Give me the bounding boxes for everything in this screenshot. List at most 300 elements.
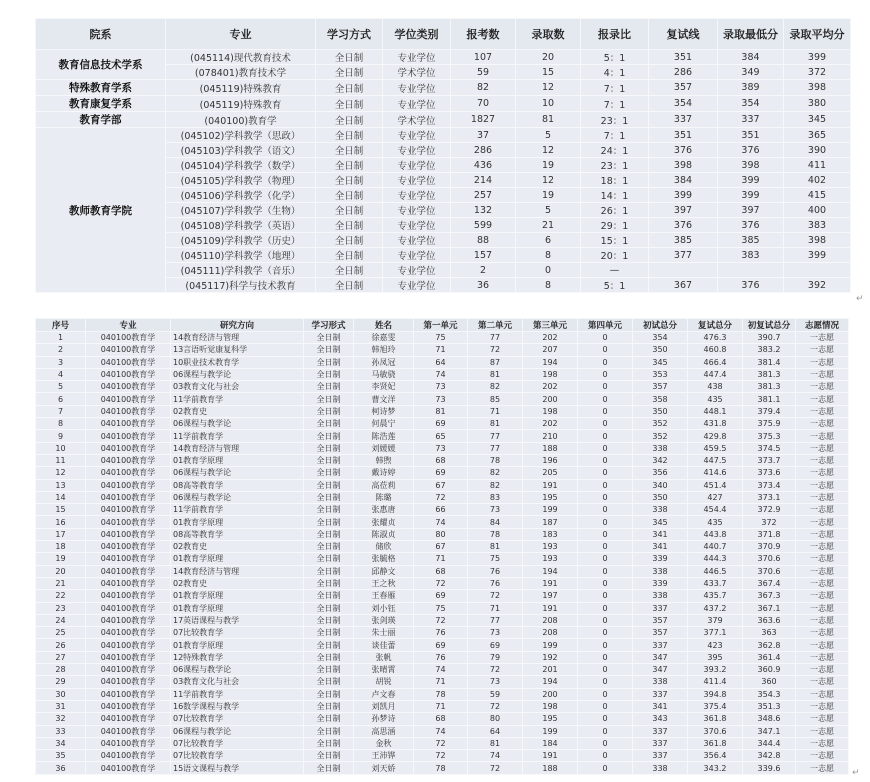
table-cell: 82 — [451, 80, 516, 96]
table-cell: 23 — [36, 602, 86, 614]
table-row — [36, 651, 849, 663]
table-cell: 13 — [36, 479, 86, 491]
table-cell: 一志愿 — [796, 442, 849, 454]
table-cell: 466.4 — [688, 356, 743, 368]
table-cell: 377 — [649, 248, 718, 263]
table-cell: 全日制 — [316, 173, 383, 188]
table-cell: 李贤妃 — [354, 381, 414, 393]
table-cell: 342.8 — [743, 750, 796, 762]
table-cell: 81 — [516, 112, 581, 128]
table-cell: 70 — [451, 96, 516, 112]
table-cell: 一志愿 — [796, 344, 849, 356]
table-cell: 01教育学原理 — [171, 516, 304, 528]
column-header: 录取平均分 — [784, 19, 851, 50]
table-cell: 全日制 — [304, 467, 354, 479]
table-cell: 82 — [468, 467, 523, 479]
table-cell: 马敏骁 — [354, 368, 414, 380]
table-cell: 71 — [468, 602, 523, 614]
table-cell: 191 — [523, 602, 578, 614]
table-cell: (045104)学科教学（数学） — [166, 158, 316, 173]
table-cell: 0 — [578, 553, 633, 565]
table-cell: 347 — [633, 651, 688, 663]
table-cell: 372 — [743, 516, 796, 528]
table-cell: 81 — [468, 541, 523, 553]
table-cell: 384 — [718, 50, 784, 65]
table-cell: 352 — [633, 418, 688, 430]
table-cell: 全日制 — [304, 700, 354, 712]
table-cell: 393.2 — [688, 664, 743, 676]
table-cell: 一志愿 — [796, 565, 849, 577]
table-cell: 338 — [633, 590, 688, 602]
column-header: 专业 — [166, 19, 316, 50]
table-cell: 0 — [578, 713, 633, 725]
table-cell: 4：1 — [581, 65, 649, 80]
table-cell: 361.8 — [688, 737, 743, 749]
table-cell: 345 — [633, 356, 688, 368]
table-cell: 2 — [451, 263, 516, 278]
table-cell: 040100教育学 — [86, 491, 171, 503]
table-cell: 040100教育学 — [86, 565, 171, 577]
table-cell: (078401)教育技术学 — [166, 65, 316, 80]
table-cell: 337 — [633, 725, 688, 737]
table-cell: 01教育学原理 — [171, 639, 304, 651]
table-cell: 360 — [743, 676, 796, 688]
table-cell: 10 — [36, 442, 86, 454]
table-cell: 82 — [468, 381, 523, 393]
table-cell: 040100教育学 — [86, 504, 171, 516]
table-cell: 72 — [414, 491, 468, 503]
table-cell: 71 — [468, 405, 523, 417]
table-cell: 0 — [578, 737, 633, 749]
table-cell: 376 — [649, 218, 718, 233]
table-cell: 全日制 — [316, 158, 383, 173]
table-cell: 451.4 — [688, 479, 743, 491]
table-cell: 194 — [523, 676, 578, 688]
table-cell: 专业学位 — [383, 263, 451, 278]
column-header: 录取最低分 — [718, 19, 784, 50]
table-cell: 79 — [468, 651, 523, 663]
table-cell: 107 — [451, 50, 516, 65]
table-cell: 362.8 — [743, 639, 796, 651]
table-cell: 85 — [468, 393, 523, 405]
table-cell: 16 — [36, 516, 86, 528]
table-cell: 全日制 — [316, 65, 383, 80]
table-cell: 349 — [718, 65, 784, 80]
table-cell: 371.8 — [743, 528, 796, 540]
table-cell: 王沛铧 — [354, 750, 414, 762]
table-cell: 2 — [36, 344, 86, 356]
table-cell: 32 — [36, 713, 86, 725]
table-cell: 202 — [523, 332, 578, 344]
table-cell: 06课程与教学论 — [171, 368, 304, 380]
table-cell: 11学前教育学 — [171, 393, 304, 405]
table-cell: 040100教育学 — [86, 516, 171, 528]
table-row — [36, 96, 851, 112]
table-cell: 192 — [523, 651, 578, 663]
table-cell: 201 — [523, 664, 578, 676]
table-cell: 040100教育学 — [86, 356, 171, 368]
table-cell: 12特殊教育学 — [171, 651, 304, 663]
table-cell: 0 — [578, 590, 633, 602]
table-cell: 5 — [36, 381, 86, 393]
table-cell: 345 — [784, 112, 851, 128]
column-header: 学习形式 — [304, 319, 354, 332]
table-cell: 437.2 — [688, 602, 743, 614]
table-cell: 全日制 — [316, 233, 383, 248]
table-cell: 367.1 — [743, 602, 796, 614]
table-cell: 73 — [414, 381, 468, 393]
table-cell: 全日制 — [304, 491, 354, 503]
table-cell: 337 — [633, 750, 688, 762]
table-row — [36, 664, 849, 676]
table-cell: 3 — [36, 356, 86, 368]
table-cell: 胡锐 — [354, 676, 414, 688]
table-cell: 361.4 — [743, 651, 796, 663]
column-header: 录取数 — [516, 19, 581, 50]
table-cell: 398 — [718, 158, 784, 173]
table-cell: 337 — [649, 112, 718, 128]
table-cell: 443.8 — [688, 528, 743, 540]
table-cell: 383 — [784, 218, 851, 233]
table-cell: 韩煦 — [354, 454, 414, 466]
table-cell: 一志愿 — [796, 393, 849, 405]
table-cell: 399 — [649, 188, 718, 203]
table-cell: 202 — [523, 381, 578, 393]
column-header: 第二单元 — [468, 319, 523, 332]
table-cell: 17 — [36, 528, 86, 540]
table-cell: 30 — [36, 688, 86, 700]
table-cell: 370.6 — [743, 553, 796, 565]
table-cell: 460.8 — [688, 344, 743, 356]
table-cell: 380 — [784, 96, 851, 112]
table-cell: 专业学位 — [383, 233, 451, 248]
table-cell: 一志愿 — [796, 418, 849, 430]
table-cell: 7：1 — [581, 80, 649, 96]
table-cell: 33 — [36, 725, 86, 737]
table-cell: 338 — [633, 762, 688, 774]
score-ranking-table — [35, 318, 849, 775]
table-cell: 全日制 — [316, 128, 383, 143]
table-cell: 0 — [578, 565, 633, 577]
table-cell: 全日制 — [304, 602, 354, 614]
table-cell: 8 — [516, 278, 581, 293]
table-cell: 7：1 — [581, 96, 649, 112]
table-cell: 一志愿 — [796, 614, 849, 626]
table-cell: 198 — [523, 405, 578, 417]
table-cell: 197 — [523, 590, 578, 602]
table-cell: 431.8 — [688, 418, 743, 430]
table-cell: 77 — [468, 442, 523, 454]
table-cell: 0 — [578, 700, 633, 712]
table-cell: 81 — [468, 737, 523, 749]
table-cell: 27 — [36, 651, 86, 663]
table-cell: 戴诗婷 — [354, 467, 414, 479]
summary-header-row — [36, 19, 851, 50]
table-cell: 19 — [516, 158, 581, 173]
table-cell: 一志愿 — [796, 737, 849, 749]
table-cell: 363.6 — [743, 614, 796, 626]
table-cell: 69 — [414, 418, 468, 430]
table-cell: 0 — [578, 381, 633, 393]
table-cell: 392 — [784, 278, 851, 293]
table-cell: 13言语听觉康复科学 — [171, 344, 304, 356]
table-cell: 徐嘉雯 — [354, 332, 414, 344]
table-cell: 370.9 — [743, 541, 796, 553]
table-cell: 040100教育学 — [86, 393, 171, 405]
table-cell: 337 — [718, 112, 784, 128]
table-cell: 398 — [649, 158, 718, 173]
table-cell: 全日制 — [304, 737, 354, 749]
table-cell: 376 — [649, 143, 718, 158]
table-cell: 5 — [516, 128, 581, 143]
table-cell: 363 — [743, 627, 796, 639]
table-cell: 5：1 — [581, 50, 649, 65]
table-row — [36, 332, 849, 344]
table-cell: 24 — [36, 614, 86, 626]
table-cell: 一志愿 — [796, 467, 849, 479]
column-header: 初试总分 — [633, 319, 688, 332]
table-cell: 435.7 — [688, 590, 743, 602]
table-cell: 一志愿 — [796, 762, 849, 774]
table-cell: 338 — [633, 565, 688, 577]
table-cell: 040100教育学 — [86, 713, 171, 725]
table-cell: 83 — [468, 491, 523, 503]
table-cell: 78 — [468, 528, 523, 540]
table-cell: 360.9 — [743, 664, 796, 676]
table-cell: 06课程与教学论 — [171, 467, 304, 479]
table-cell: 411.4 — [688, 676, 743, 688]
table-cell: 446.5 — [688, 565, 743, 577]
column-header: 院系 — [36, 19, 166, 50]
table-cell: 040100教育学 — [86, 467, 171, 479]
table-cell: 12 — [516, 80, 581, 96]
table-cell: 一志愿 — [796, 479, 849, 491]
column-header: 复试线 — [649, 19, 718, 50]
table-cell: 343 — [633, 713, 688, 725]
table-cell: 367 — [649, 278, 718, 293]
table-cell: 339 — [633, 553, 688, 565]
table-cell: 286 — [649, 65, 718, 80]
table-cell: (045106)学科教学（化学） — [166, 188, 316, 203]
table-cell: 72 — [414, 577, 468, 589]
table-cell: 14教育经济与管理 — [171, 332, 304, 344]
table-cell: (045119)特殊教育 — [166, 80, 316, 96]
table-cell: 11学前教育学 — [171, 430, 304, 442]
table-cell: 8 — [516, 248, 581, 263]
table-cell: 74 — [414, 516, 468, 528]
table-cell: 72 — [414, 750, 468, 762]
table-cell: 1827 — [451, 112, 516, 128]
table-cell: 040100教育学 — [86, 651, 171, 663]
table-cell: 444.3 — [688, 553, 743, 565]
table-cell: 全日制 — [304, 418, 354, 430]
table-cell: 040100教育学 — [86, 528, 171, 540]
table-cell: 一志愿 — [796, 750, 849, 762]
table-cell: 26：1 — [581, 203, 649, 218]
table-cell: 040100教育学 — [86, 418, 171, 430]
table-cell: 全日制 — [304, 528, 354, 540]
table-cell: 75 — [414, 602, 468, 614]
table-cell: 全日制 — [304, 504, 354, 516]
table-cell: 专业学位 — [383, 158, 451, 173]
table-cell: 68 — [414, 565, 468, 577]
table-cell: 一志愿 — [796, 541, 849, 553]
table-cell: 76 — [414, 651, 468, 663]
table-cell: 全日制 — [304, 405, 354, 417]
table-cell: 040100教育学 — [86, 590, 171, 602]
table-cell: 全日制 — [304, 713, 354, 725]
table-cell: 194 — [523, 565, 578, 577]
table-cell: 183 — [523, 528, 578, 540]
table-cell: 341 — [633, 541, 688, 553]
table-cell: 全日制 — [304, 541, 354, 553]
table-cell: 0 — [578, 664, 633, 676]
table-cell: 77 — [468, 430, 523, 442]
table-cell: 81 — [468, 368, 523, 380]
table-cell: 0 — [578, 479, 633, 491]
table-cell: 65 — [414, 430, 468, 442]
table-cell: 陈淑贞 — [354, 528, 414, 540]
table-cell: 377.1 — [688, 627, 743, 639]
table-cell: 78 — [414, 688, 468, 700]
table-row — [36, 504, 849, 516]
table-cell: 全日制 — [304, 344, 354, 356]
table-cell: 040100教育学 — [86, 430, 171, 442]
table-cell: 0 — [578, 442, 633, 454]
table-cell: 040100教育学 — [86, 762, 171, 774]
table-cell: 040100教育学 — [86, 442, 171, 454]
table-cell: 194 — [523, 356, 578, 368]
table-cell: 66 — [414, 504, 468, 516]
table-cell: 345 — [633, 516, 688, 528]
table-cell: 全日制 — [304, 750, 354, 762]
table-cell: 一志愿 — [796, 553, 849, 565]
table-cell: 381.3 — [743, 368, 796, 380]
table-cell: 202 — [523, 418, 578, 430]
table-cell: 全日制 — [304, 381, 354, 393]
table-cell: 01教育学原理 — [171, 590, 304, 602]
table-cell: 全日制 — [304, 664, 354, 676]
table-cell: 415 — [784, 188, 851, 203]
table-cell: 专业学位 — [383, 50, 451, 65]
table-cell: 学术学位 — [383, 112, 451, 128]
table-cell: 0 — [578, 528, 633, 540]
table-cell: 10职业技术教育学 — [171, 356, 304, 368]
table-cell: 全日制 — [304, 676, 354, 688]
table-cell: 78 — [468, 454, 523, 466]
table-cell: 一志愿 — [796, 627, 849, 639]
table-cell: 207 — [523, 344, 578, 356]
table-row — [36, 577, 849, 589]
table-cell: 195 — [523, 713, 578, 725]
table-cell: — — [581, 263, 649, 278]
table-cell: 372 — [784, 65, 851, 80]
table-cell: 陈浩莲 — [354, 430, 414, 442]
table-cell: 全日制 — [316, 143, 383, 158]
table-cell: 07比较教育学 — [171, 737, 304, 749]
paragraph-mark-icon: ↵ — [852, 768, 860, 778]
table-cell: 14：1 — [581, 188, 649, 203]
table-cell: 0 — [578, 418, 633, 430]
table-cell: 376 — [718, 218, 784, 233]
table-cell: 5：1 — [581, 278, 649, 293]
table-cell: 0 — [578, 454, 633, 466]
table-cell: 20 — [516, 50, 581, 65]
table-cell: 07比较教育学 — [171, 627, 304, 639]
table-cell: 351 — [649, 50, 718, 65]
table-cell: 381.1 — [743, 393, 796, 405]
table-cell: 375.4 — [688, 700, 743, 712]
table-cell: 25 — [36, 627, 86, 639]
table-cell: 1 — [36, 332, 86, 344]
table-cell: 0 — [578, 725, 633, 737]
column-header: 学习方式 — [316, 19, 383, 50]
table-cell: 72 — [414, 614, 468, 626]
table-cell: 78 — [414, 762, 468, 774]
table-cell: 18：1 — [581, 173, 649, 188]
table-cell: 02教育史 — [171, 405, 304, 417]
table-cell: 31 — [36, 700, 86, 712]
table-cell: 72 — [468, 664, 523, 676]
table-cell: 414.6 — [688, 467, 743, 479]
table-cell: 张晴霄 — [354, 664, 414, 676]
table-cell: 15：1 — [581, 233, 649, 248]
table-cell: 205 — [523, 467, 578, 479]
table-cell: 19 — [36, 553, 86, 565]
table-cell: 191 — [523, 479, 578, 491]
table-cell: 184 — [523, 737, 578, 749]
table-cell: 全日制 — [316, 263, 383, 278]
table-cell: (045110)学科教学（地理） — [166, 248, 316, 263]
table-cell: 440.7 — [688, 541, 743, 553]
table-row — [36, 479, 849, 491]
table-cell: 353 — [633, 368, 688, 380]
table-cell: 一志愿 — [796, 368, 849, 380]
table-cell: 12 — [516, 143, 581, 158]
table-cell: 040100教育学 — [86, 639, 171, 651]
table-cell: 381.3 — [743, 381, 796, 393]
table-cell: 全日制 — [304, 393, 354, 405]
table-cell: 199 — [523, 725, 578, 737]
table-cell: 88 — [451, 233, 516, 248]
table-cell: 全日制 — [304, 614, 354, 626]
table-cell: 一志愿 — [796, 332, 849, 344]
table-cell: 10 — [516, 96, 581, 112]
table-cell: 040100教育学 — [86, 454, 171, 466]
column-header: 姓名 — [354, 319, 414, 332]
table-cell: 71 — [414, 553, 468, 565]
table-cell: 0 — [578, 627, 633, 639]
table-cell: 040100教育学 — [86, 737, 171, 749]
table-cell: 卢文春 — [354, 688, 414, 700]
table-cell: 刘媛媛 — [354, 442, 414, 454]
column-header: 报考数 — [451, 19, 516, 50]
table-cell: 全日制 — [316, 203, 383, 218]
table-cell: 谈佳蕾 — [354, 639, 414, 651]
table-cell: 59 — [468, 688, 523, 700]
table-cell: 397 — [649, 203, 718, 218]
table-cell: 全日制 — [304, 442, 354, 454]
table-row — [36, 491, 849, 503]
table-cell: 365 — [784, 128, 851, 143]
table-cell: 454.4 — [688, 504, 743, 516]
table-cell: 198 — [523, 700, 578, 712]
table-cell: 379 — [688, 614, 743, 626]
table-cell: 214 — [451, 173, 516, 188]
table-cell: 02教育史 — [171, 577, 304, 589]
table-cell: 337 — [633, 602, 688, 614]
table-cell: 73 — [468, 627, 523, 639]
